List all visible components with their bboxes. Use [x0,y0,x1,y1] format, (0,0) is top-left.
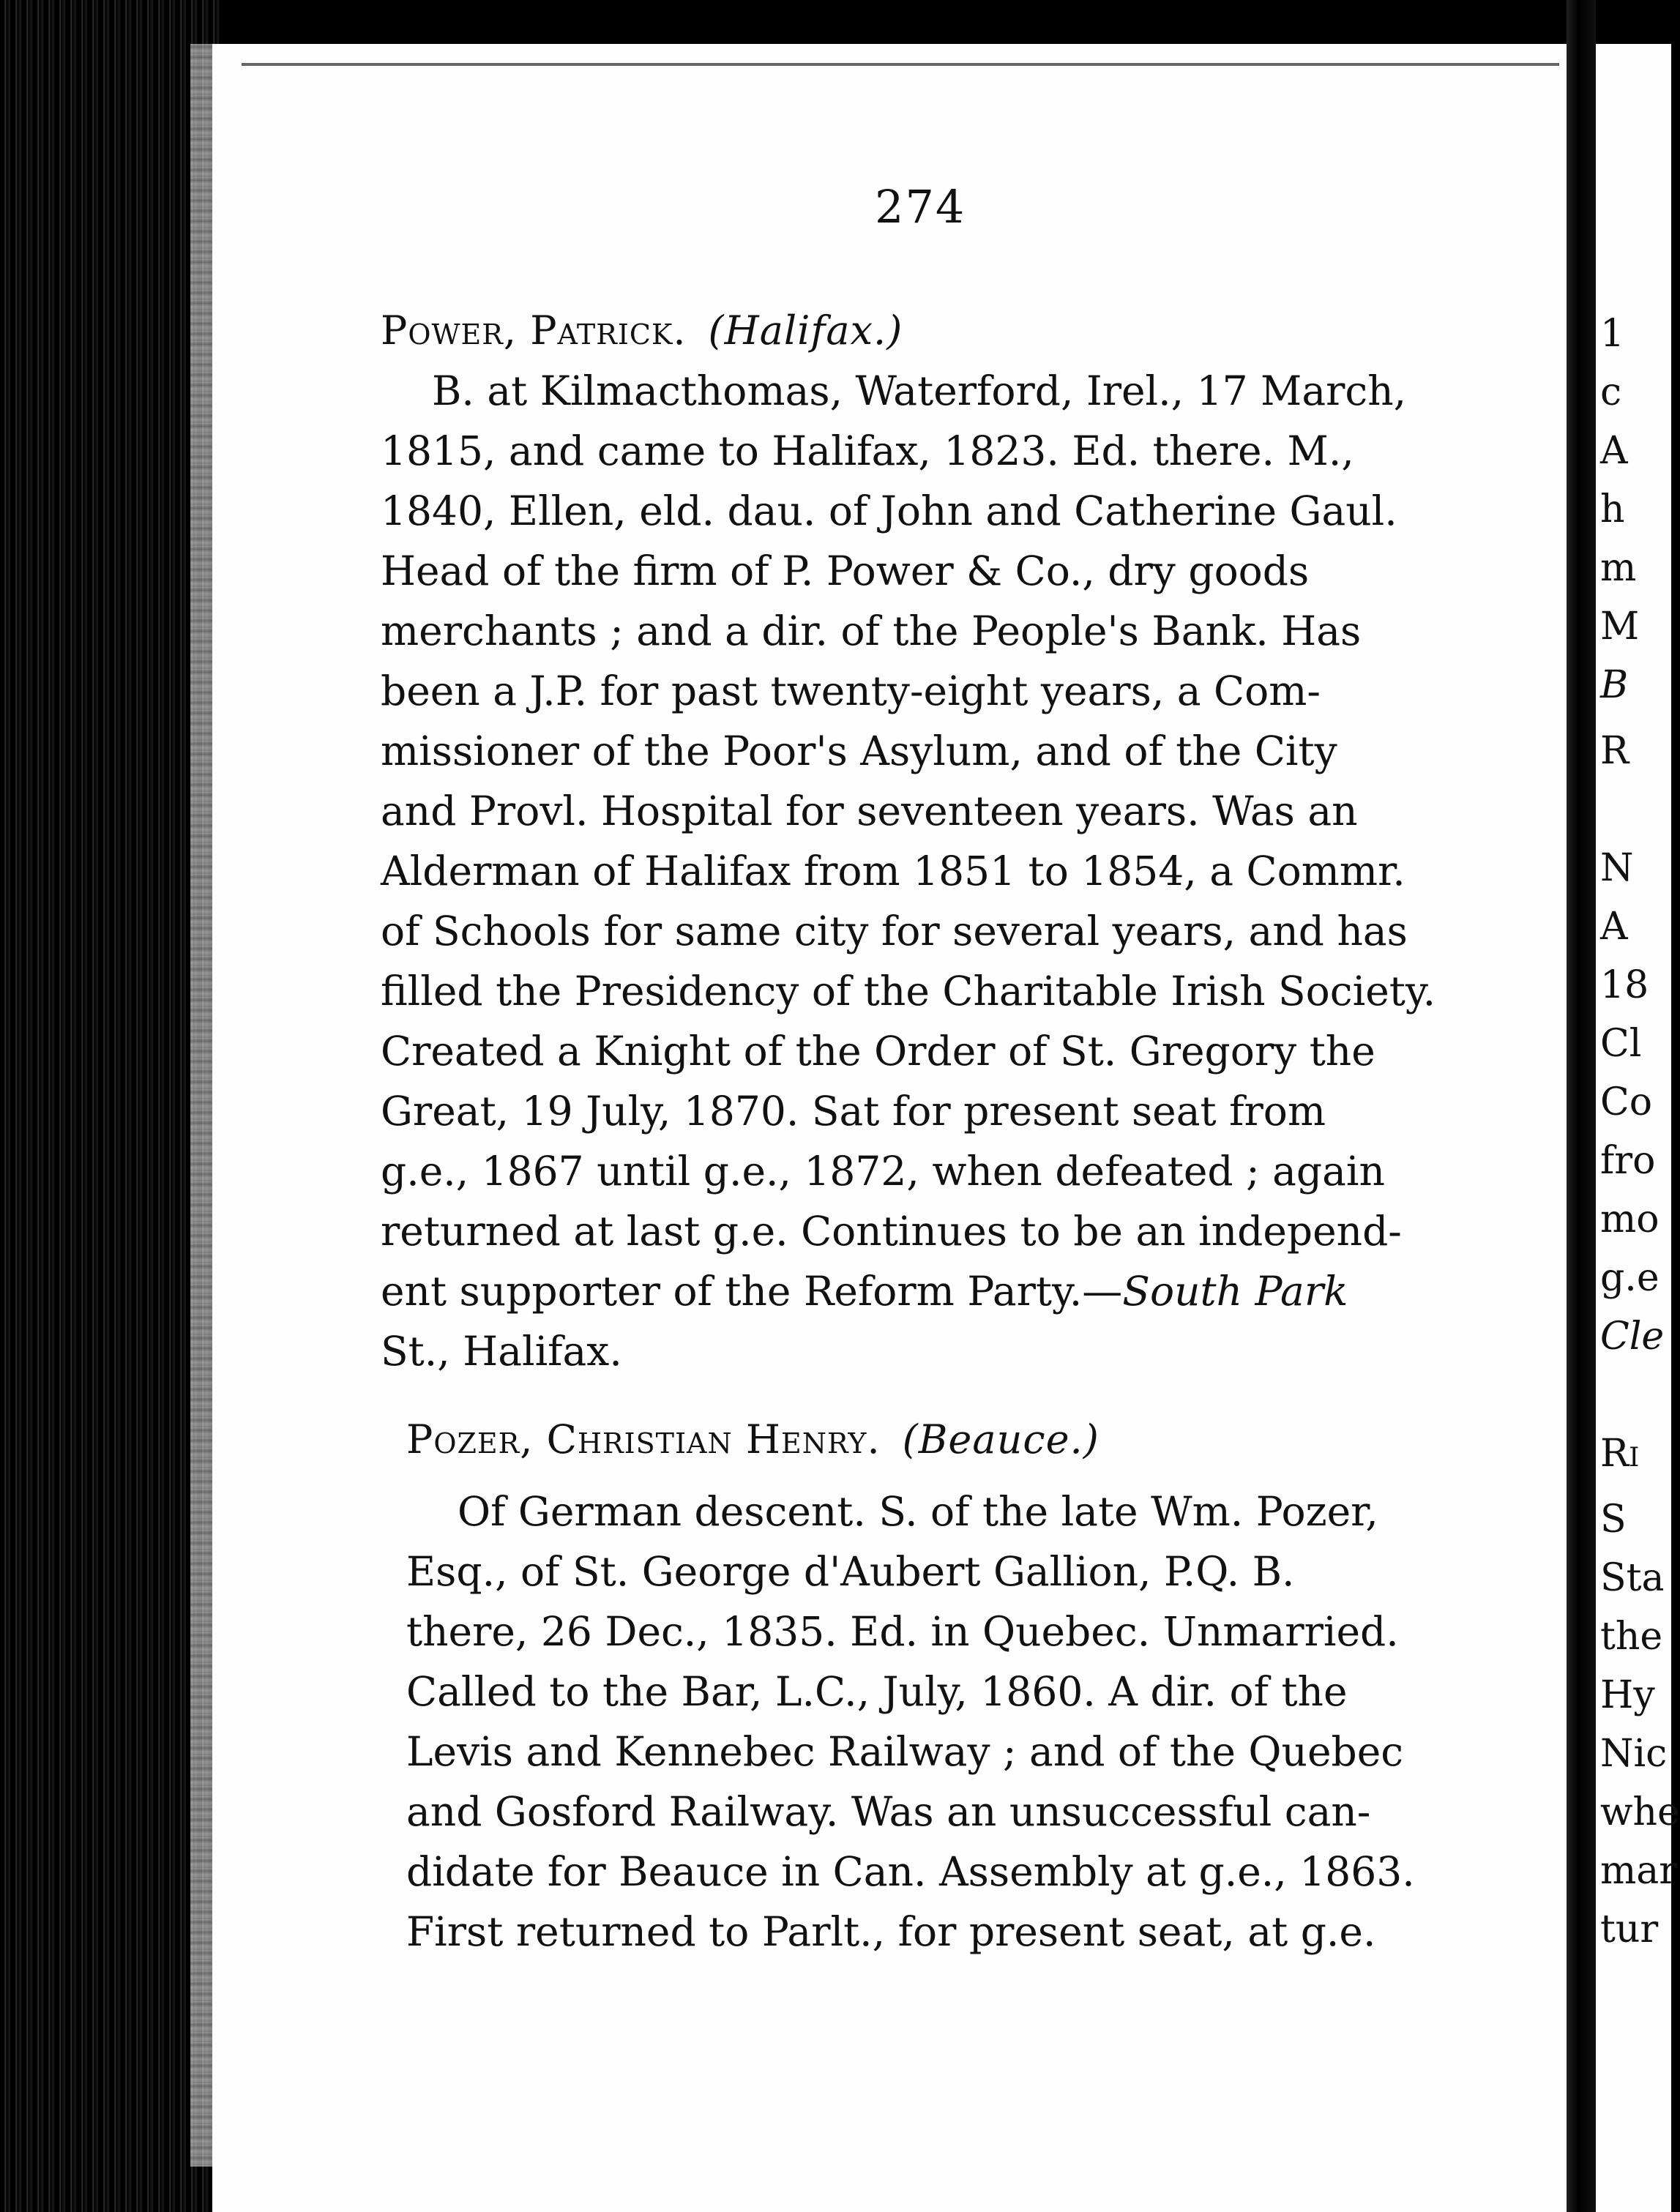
facing-fragment: Nic [1600,1732,1668,1776]
facing-fragment: B [1600,663,1629,707]
entry-line: Levis and Kennebec Railway ; and of the Quebec [406,1728,1404,1775]
entry-line: missioner of the Poor's Asylum, and of the City [381,728,1337,774]
entry-line [381,1261,1436,1321]
entry-name: Pozer, Christian Henry. [406,1416,881,1462]
page-gutter [1567,0,1596,2212]
facing-fragment: A [1600,905,1628,949]
page-number: 274 [875,180,966,233]
entry-line: been a J.P. for past twenty-eight years, a Com- [381,668,1321,714]
entry-line: Of German descent. S. of the late Wm. Pozer, [458,1488,1378,1535]
entry-line: Alderman of Halifax from 1851 to 1854, a Commr. [381,848,1405,894]
facing-fragment: g.e [1600,1256,1660,1300]
entry-line: and Provl. Hospital for seventeen years. Was an [381,788,1358,834]
entry-line: Great, 19 July, 1870. Sat for present seat from [381,1088,1326,1135]
entry-heading [381,307,1436,354]
entry-line: B. at Kilmacthomas, Waterford, Irel., 17 March, [432,367,1407,414]
facing-fragment: Sta [1600,1556,1665,1600]
facing-fragment: N [1600,846,1634,890]
facing-fragment: whe [1600,1790,1680,1834]
facing-fragment: A [1600,429,1628,473]
facing-fragment: Cl [1600,1022,1642,1066]
facing-fragment: fro [1600,1139,1656,1183]
entry-line: merchants ; and a dir. of the People's Bank. Has [381,608,1362,654]
facing-fragment: Ri [1600,1432,1640,1476]
entry-line: there, 26 Dec., 1835. Ed. in Quebec. Unmarried. [406,1608,1399,1655]
facing-fragment: mar [1600,1849,1678,1893]
facing-fragment: h [1600,487,1625,531]
entry-constituency: (Halifax.) [708,307,903,354]
page-top-rule [242,63,1559,66]
facing-fragment: tur [1600,1908,1659,1951]
facing-fragment: 1 [1600,312,1625,356]
entry-line: First returned to Parlt., for present seat, at g.e. [406,1908,1376,1955]
facing-fragment: mo [1600,1197,1660,1241]
facing-fragment: the [1600,1615,1663,1659]
entry-line: Head of the firm of P. Power & Co., dry goods [381,548,1310,594]
facing-fragment: 18 [1600,963,1649,1007]
facing-fragment: m [1600,546,1637,590]
entry-line: returned at last g.e. Continues to be an independ- [381,1208,1402,1255]
facing-page [1596,44,1680,2212]
entry-line: Created a Knight of the Order of St. Gregory the [381,1028,1375,1075]
entry-line: 1840, Ellen, eld. dau. of John and Catherine Gaul. [381,487,1397,534]
book-fore-edge [0,0,220,2212]
entry-line: of Schools for same city for several years, and has [381,908,1408,954]
entry-name: Power, Patrick. [381,307,687,354]
entry-line: and Gosford Railway. Was an unsuccessful can- [406,1788,1371,1835]
entry-address-line: St., Halifax. [381,1328,622,1375]
facing-fragment: Co [1600,1080,1653,1124]
entry-address: South Park [1122,1268,1348,1315]
facing-fragment: M [1600,605,1640,649]
entry-line: didate for Beauce in Can. Assembly at g.e., 1863. [406,1848,1415,1895]
entry-line: Esq., of St. George d'Aubert Gallion, P.Q. B. [406,1548,1295,1595]
facing-fragment: c [1600,370,1622,414]
entry-line: filled the Presidency of the Charitable Irish Society. [381,968,1436,1015]
facing-fragment: Cle [1600,1315,1665,1359]
facing-fragment: S [1600,1498,1627,1542]
entry-heading [406,1416,1415,1462]
entry-line-text: ent supporter of the Reform Party.— [381,1268,1123,1315]
entry-line: 1815, and came to Halifax, 1823. Ed. there. M., [381,427,1354,474]
biography-entry-power [381,307,1436,1381]
facing-fragment: R [1600,729,1629,773]
entry-constituency: (Beauce.) [902,1416,1100,1462]
entry-line: Called to the Bar, L.C., July, 1860. A dir. of the [406,1668,1348,1715]
facing-fragment: Hy [1600,1673,1655,1717]
entry-line: g.e., 1867 until g.e., 1872, when defeated ; again [381,1148,1385,1195]
biography-entry-pozer [406,1416,1415,1962]
